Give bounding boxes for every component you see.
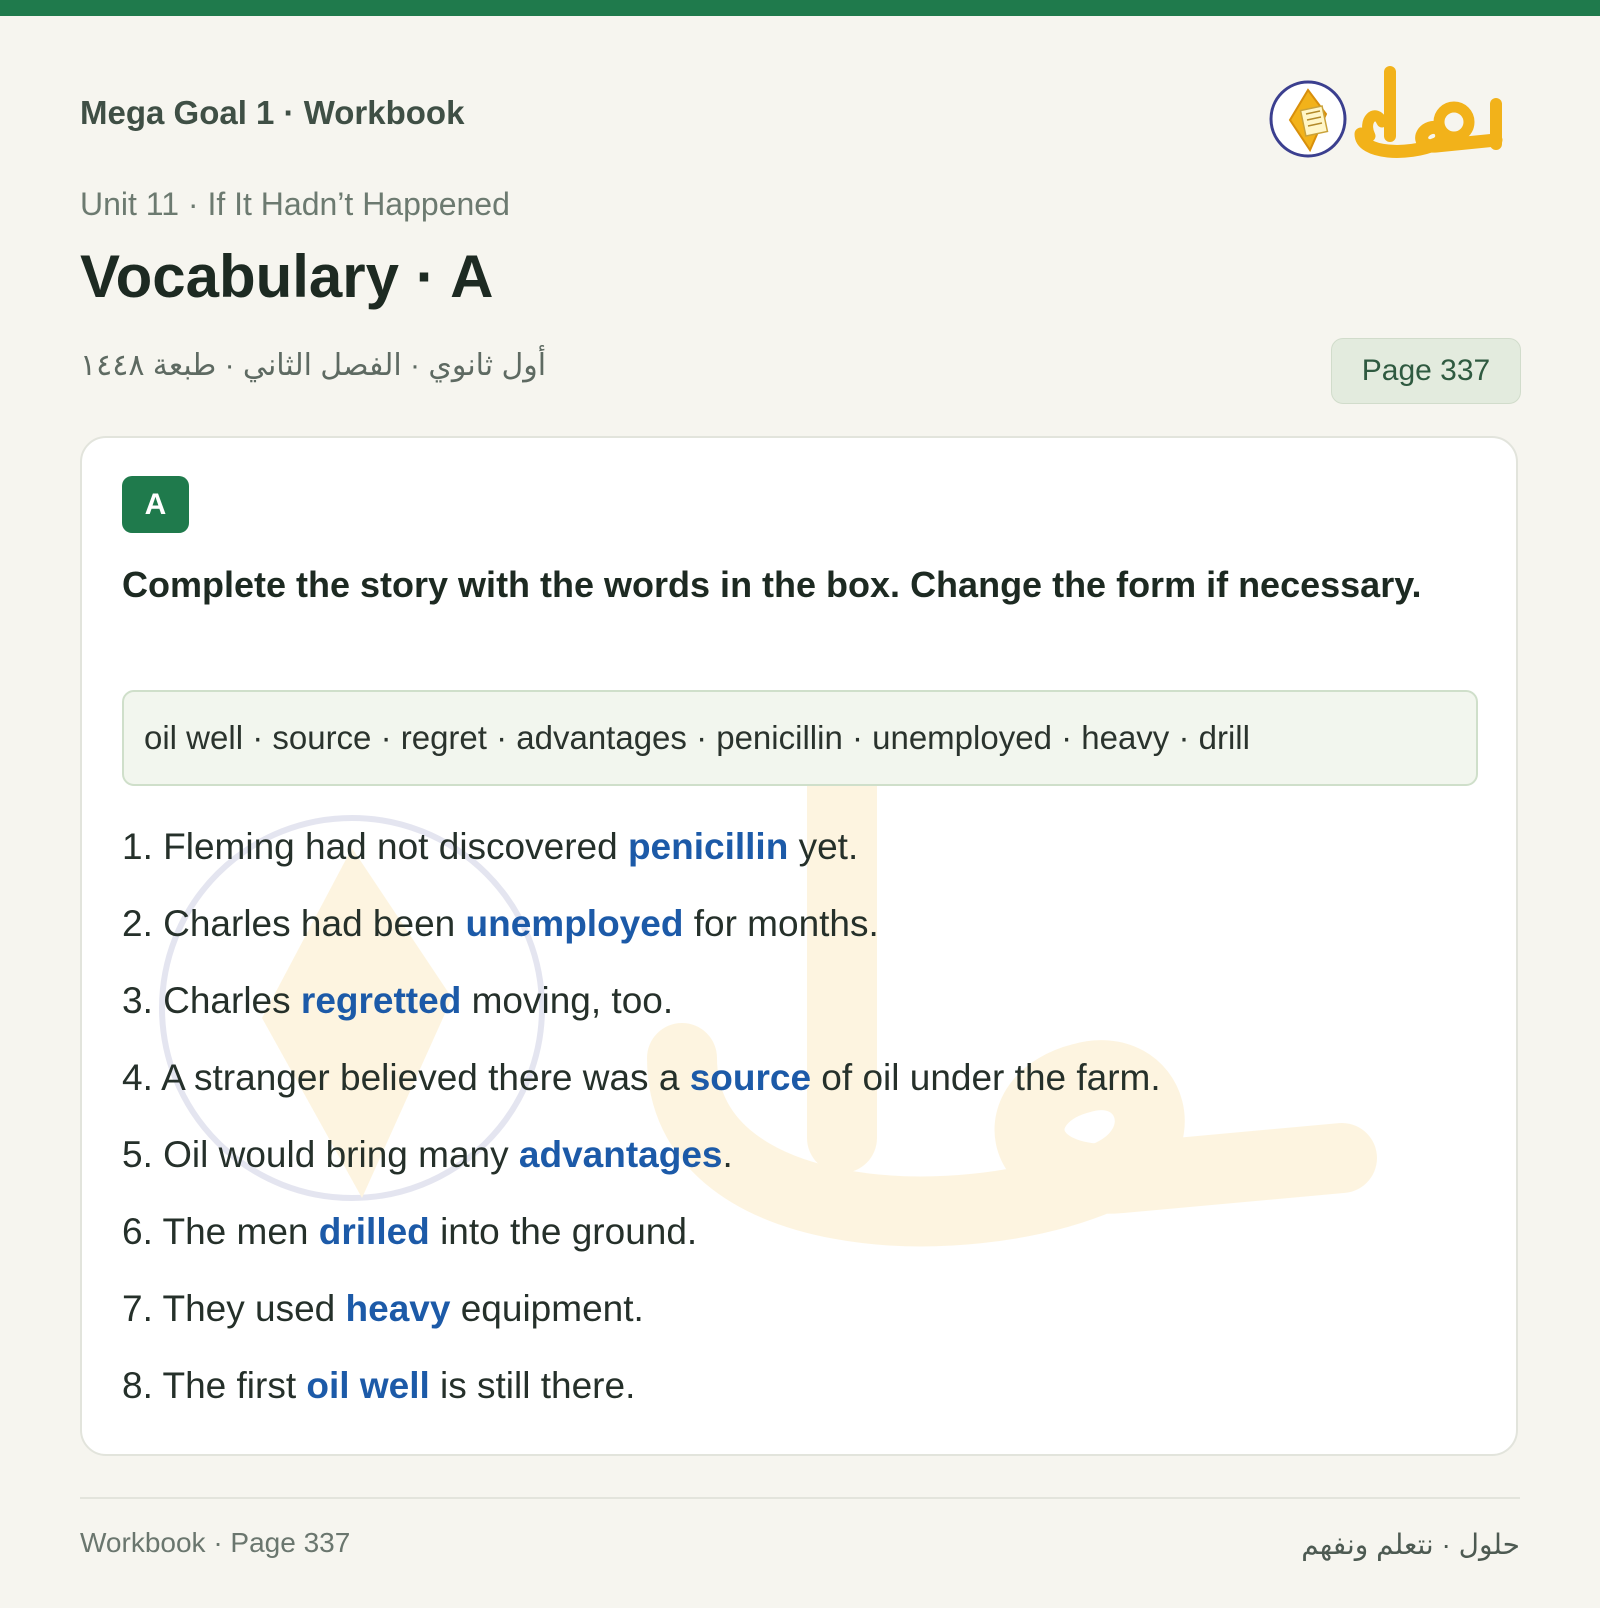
answer-word: heavy <box>345 1288 451 1329</box>
answer-word: source <box>689 1057 812 1098</box>
answer-word: unemployed <box>465 903 684 944</box>
item-text: 2. Charles had been <box>122 903 466 944</box>
list-item <box>122 1193 1472 1270</box>
word-box: oil well · source · regret · advantages · penicillin · unemployed · heavy · drill <box>122 690 1478 786</box>
hlol-logo-icon <box>1258 64 1508 172</box>
answer-list <box>122 808 1472 1424</box>
page-title: Vocabulary · A <box>80 243 494 310</box>
item-text: 5. Oil would bring many <box>122 1134 519 1175</box>
item-text: 6. The men <box>122 1211 319 1252</box>
list-item <box>122 1347 1472 1424</box>
footer-divider <box>80 1497 1520 1499</box>
footer-page-label: Workbook · Page 337 <box>80 1527 351 1558</box>
item-text: . <box>722 1134 733 1175</box>
item-text: is still there. <box>429 1365 636 1406</box>
item-text: for months. <box>683 903 879 944</box>
answer-word: advantages <box>518 1134 723 1175</box>
grade-term-info: أول ثانوي · الفصل الثاني · طبعة ١٤٤٨ <box>80 349 547 382</box>
answer-word: regretted <box>300 980 462 1021</box>
list-item <box>122 1039 1472 1116</box>
item-text: 4. A stranger believed there was a <box>122 1057 690 1098</box>
item-text: 3. Charles <box>122 980 301 1021</box>
item-text: 8. The first <box>122 1365 307 1406</box>
list-item <box>122 1270 1472 1347</box>
list-item <box>122 885 1472 962</box>
book-series-title: Mega Goal 1 · Workbook <box>80 94 465 131</box>
list-item <box>122 1116 1472 1193</box>
hlol-logo[interactable] <box>1258 64 1508 172</box>
top-accent-bar <box>0 0 1600 16</box>
item-text: 7. They used <box>122 1288 346 1329</box>
item-text: yet. <box>788 826 859 867</box>
item-text: of oil under the farm. <box>811 1057 1161 1098</box>
page-number-badge: Page 337 <box>1331 338 1521 404</box>
answer-word: oil well <box>306 1365 430 1406</box>
exercise-instruction: Complete the story with the words in the box. Change the form if necessary. <box>122 564 1422 605</box>
list-item <box>122 962 1472 1039</box>
item-text: into the ground. <box>429 1211 698 1252</box>
item-text: equipment. <box>450 1288 644 1329</box>
unit-subtitle: Unit 11 · If It Hadn’t Happened <box>80 186 510 222</box>
item-text: 1. Fleming had not discovered <box>122 826 628 867</box>
footer-brand-slogan: حلول · نتعلم ونفهم <box>1301 1529 1520 1560</box>
answer-word: drilled <box>318 1211 430 1252</box>
answer-word: penicillin <box>627 826 789 867</box>
item-text: moving, too. <box>461 980 674 1021</box>
exercise-tag: A <box>122 476 189 533</box>
list-item <box>122 808 1472 885</box>
exercise-card <box>80 436 1518 1456</box>
